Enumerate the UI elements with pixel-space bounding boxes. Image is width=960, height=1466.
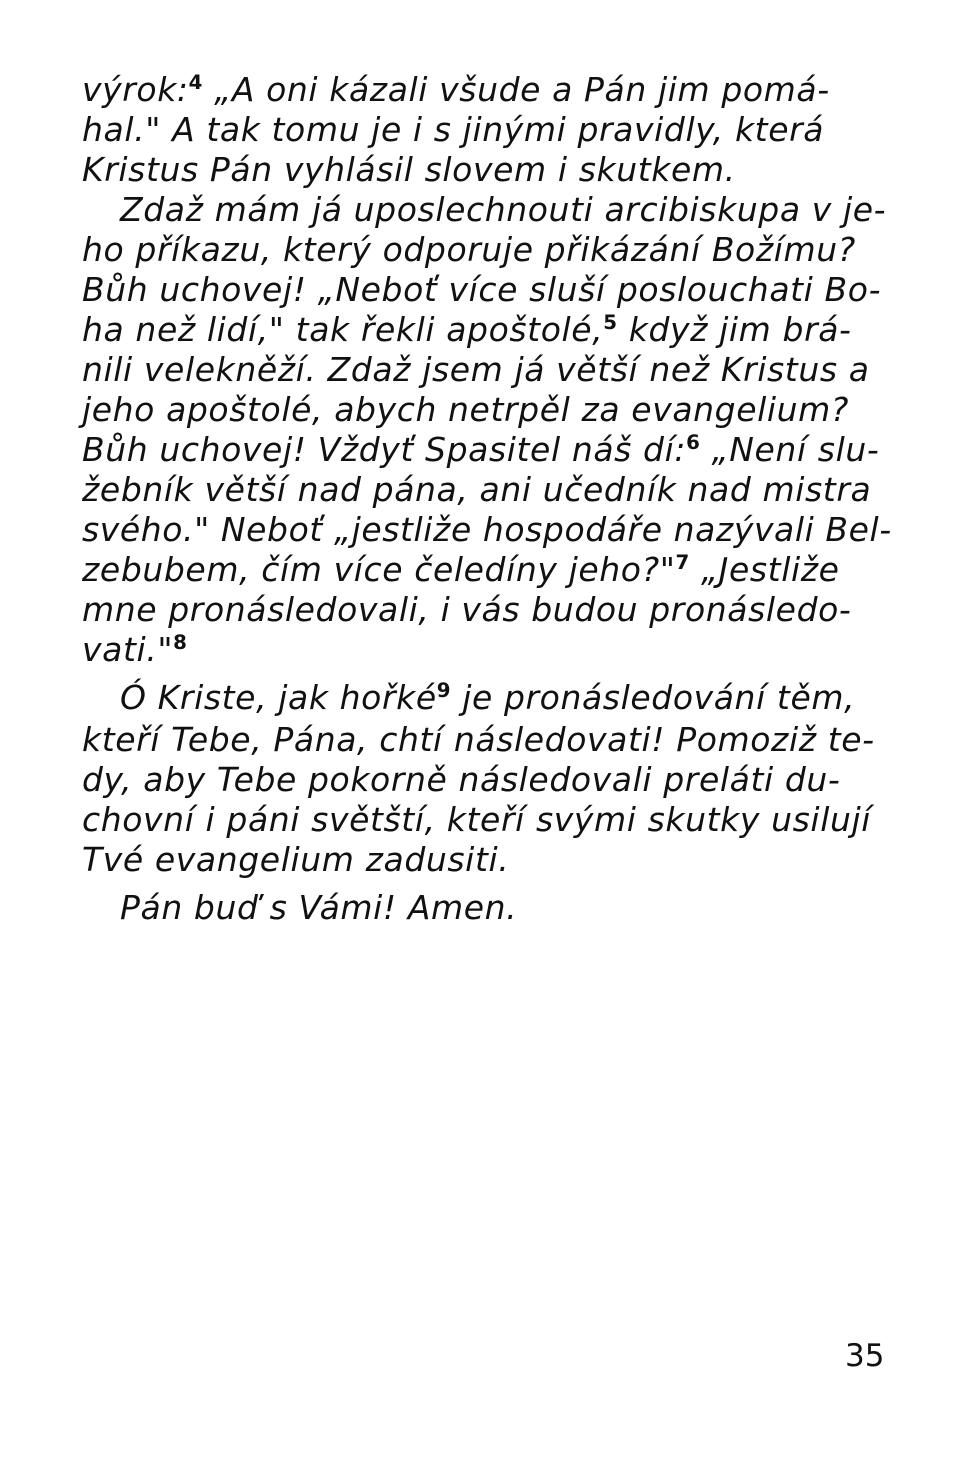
text-line: ha než lidí," tak řekli apoštolé,$^5$ když jim brá- xyxy=(82,310,852,349)
text-line: Pán buď s Vámi! Amen. xyxy=(120,888,518,927)
text-line: dy, aby Tebe pokorně následovali preláti du- xyxy=(82,760,841,799)
text-line: výrok:$^4$ „A oni kázali všude a Pán jim pomá- xyxy=(82,70,830,109)
footnote-marker: 6 xyxy=(686,431,701,454)
text-line: Bůh uchovej! Vždyť Spasitel náš dí:$^6$ „Není slu- xyxy=(82,430,880,469)
text-line: zebubem, čím více čeledíny jeho?"$^7$ „Jestliže xyxy=(82,550,840,589)
footnote-marker: 7 xyxy=(675,551,690,574)
text-line: ho příkazu, který odporuje přikázání Božímu? xyxy=(82,230,856,269)
text-line: svého." Neboť „jestliže hospodáře nazývali Bel- xyxy=(82,510,892,549)
text-line: nili velekněží. Zdaž jsem já větší než Kristus a xyxy=(82,350,870,389)
text-line: Tvé evangelium zadusiti. xyxy=(82,840,510,879)
text-line: Zdaž mám já uposlechnouti arcibiskupa v je- xyxy=(120,190,887,229)
text-line: vati."$^8$ xyxy=(82,630,188,669)
text-line: jeho apoštolé, abych netrpěl za evangelium? xyxy=(82,390,850,429)
text-line: chovní i páni světští, kteří svými skutky usilují xyxy=(82,800,872,839)
text-line: Kristus Pán vyhlásil slovem i skutkem. xyxy=(82,150,736,189)
text-line: mne pronásledovali, i vás budou pronásledo- xyxy=(82,590,852,629)
footnote-marker: 5 xyxy=(603,311,618,334)
footnote-marker: 4 xyxy=(188,71,204,94)
page-number: 35 xyxy=(845,1338,885,1374)
footnote-marker: 9 xyxy=(436,679,452,702)
text-line: kteří Tebe, Pána, chtí následovati! Pomoziž te- xyxy=(82,720,875,759)
text-line: žebník větší nad pána, ani učedník nad mistra xyxy=(82,470,872,509)
text-line: Ó Kriste, jak hořké$^9$ je pronásledování těm, xyxy=(120,678,856,717)
text-line: hal." A tak tomu je i s jinými pravidly, která xyxy=(82,110,825,149)
text-line: Bůh uchovej! „Neboť více sluší poslouchati Bo- xyxy=(82,270,882,309)
footnote-marker: 8 xyxy=(173,631,188,654)
